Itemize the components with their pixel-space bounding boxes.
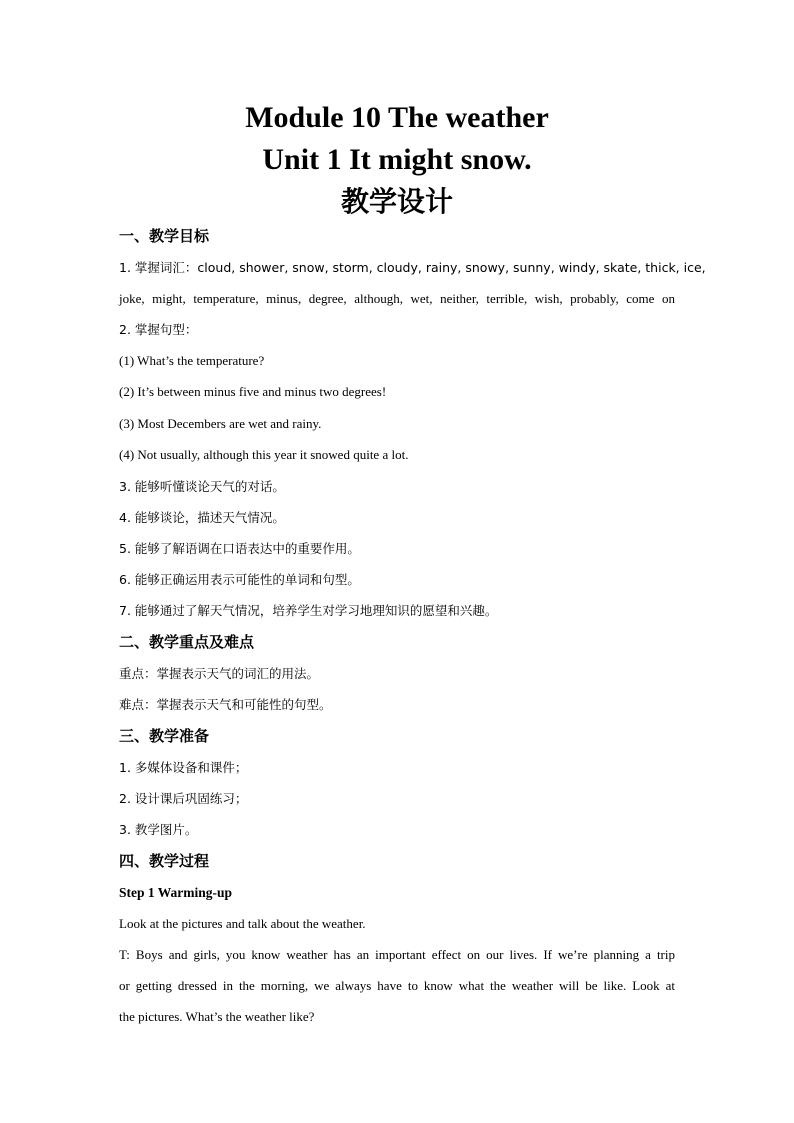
paragraph-line-3: the pictures. What’s the weather like?: [119, 1009, 315, 1024]
sentence-pattern-2: (2) It’s between minus five and minus two degrees!: [119, 384, 387, 399]
paragraph-line-1: T: Boys and girls, you know weather has an important effect on our lives. If we’re planning a trip: [119, 947, 675, 962]
section-heading-preparation: 三、教学准备: [119, 727, 210, 745]
document-title-design: 教学设计: [340, 185, 453, 218]
objective-item-6: 6. 能够正确运用表示可能性的单词和句型。: [119, 572, 360, 587]
objective-item-5: 5. 能够了解语调在口语表达中的重要作用。: [119, 541, 360, 556]
section-heading-process: 四、教学过程: [119, 852, 210, 870]
preparation-item-3: 3. 教学图片。: [119, 822, 198, 837]
preparation-item-1: 1. 多媒体设备和课件；: [119, 760, 248, 775]
objective-item-3: 3. 能够听懂谈论天气的对话。: [119, 479, 285, 494]
paragraph-line-2: or getting dressed in the morning, we always have to know what the weather will be like. Look at: [119, 978, 675, 993]
section-heading-key-points: 二、教学重点及难点: [119, 633, 255, 651]
step-intro: Look at the pictures and talk about the weather.: [119, 916, 366, 931]
sentence-pattern-4: (4) Not usually, although this year it snowed quite a lot.: [119, 447, 409, 462]
objective-vocabulary-line2: joke, might, temperature, minus, degree, although, wet, neither, terrible, wish, probably, come on: [119, 291, 675, 306]
objective-sentence-patterns: 2. 掌握句型：: [119, 322, 198, 337]
document-title-unit: Unit 1 It might snow.: [262, 143, 532, 176]
objective-item-7: 7. 能够通过了解天气情况，培养学生对学习地理知识的愿望和兴趣。: [119, 603, 498, 618]
difficult-point: 难点：掌握表示天气和可能性的句型。: [119, 697, 332, 712]
section-heading-objectives: 一、教学目标: [119, 227, 210, 245]
sentence-pattern-3: (3) Most Decembers are wet and rainy.: [119, 416, 322, 431]
preparation-item-2: 2. 设计课后巩固练习；: [119, 791, 248, 806]
objective-item-4: 4. 能够谈论，描述天气情况。: [119, 510, 285, 525]
sentence-pattern-1: (1) What’s the temperature?: [119, 353, 265, 368]
document-title-module: Module 10 The weather: [245, 101, 549, 134]
key-point: 重点：掌握表示天气的词汇的用法。: [119, 666, 320, 681]
objective-vocabulary-line1: 1. 掌握词汇：cloud, shower, snow, storm, cloudy, rainy, snowy, sunny, windy, skate, thick, ice,: [119, 260, 706, 275]
step-heading: Step 1 Warming-up: [119, 885, 233, 900]
